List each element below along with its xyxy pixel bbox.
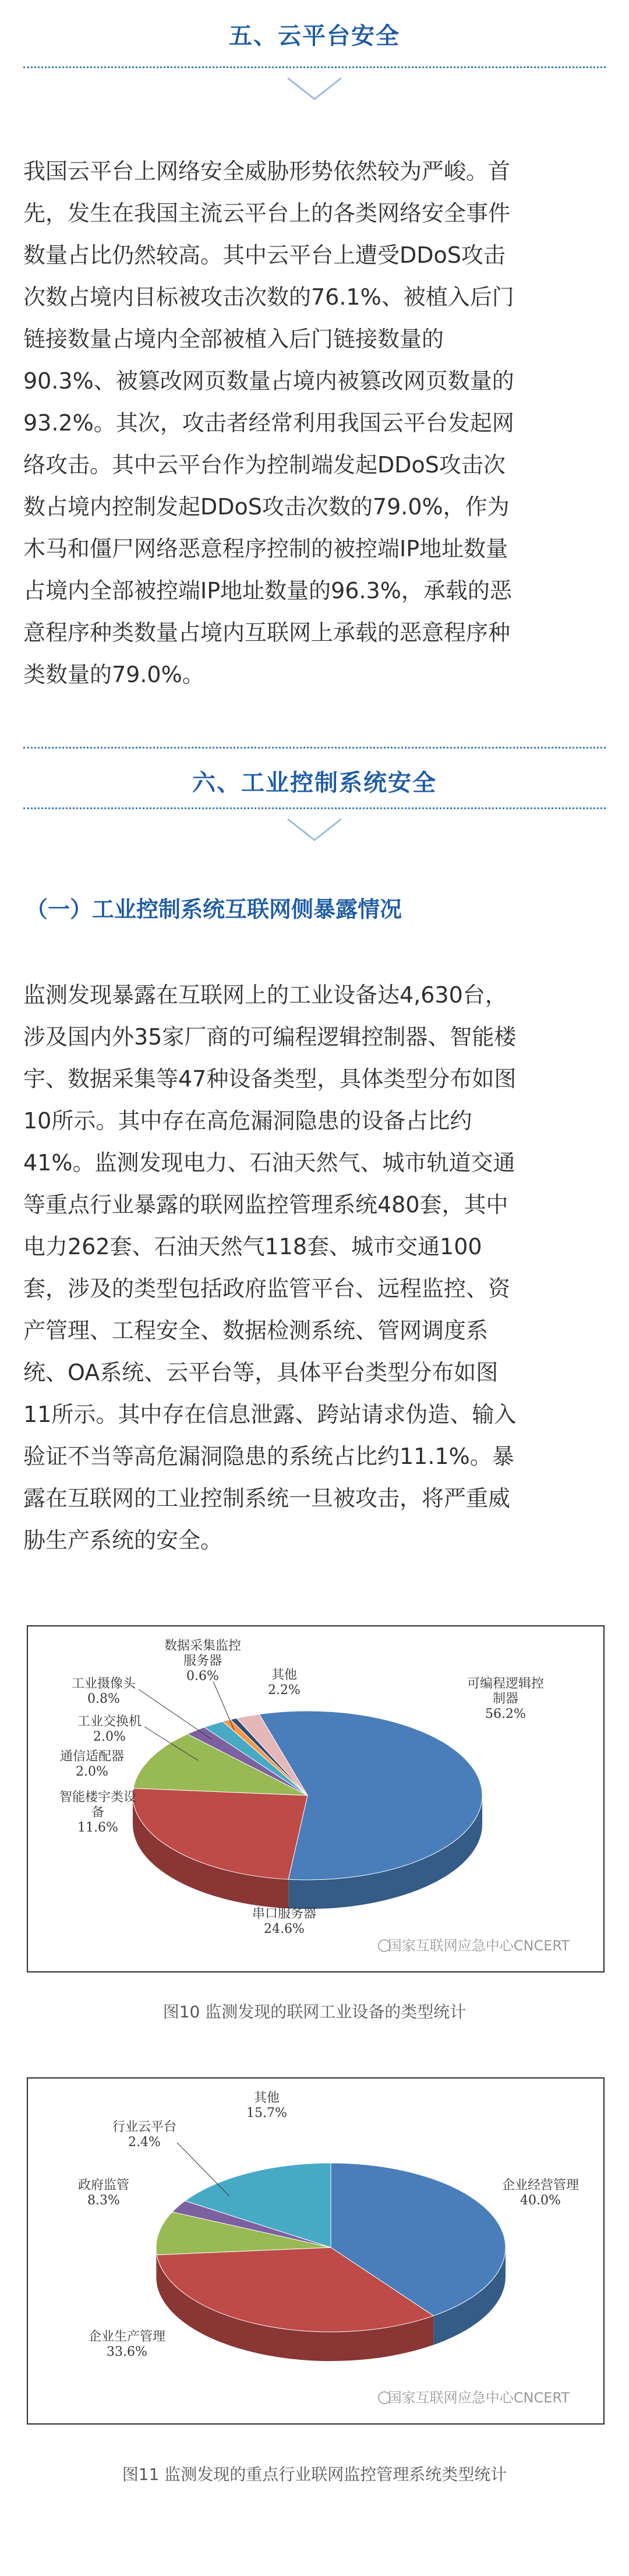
subsection-heading: （一）工业控制系统互联网侧暴露情况	[26, 897, 402, 922]
paragraph-line: 套，涉及的类型包括政府监管平台、远程监控、资	[23, 1276, 511, 1301]
figure-10-box	[27, 1625, 605, 1972]
pie-label-value: 24.6%	[264, 1922, 305, 1936]
pie-label-value: 56.2%	[485, 1707, 526, 1721]
paragraph-line: 验证不当等高危漏洞隐患的系统占比约11.1%。暴	[23, 1444, 514, 1469]
pie-label-name: 数据采集监控	[164, 1639, 242, 1653]
leader-line	[177, 2143, 229, 2196]
paragraph-line: 11所示。其中存在信息泄露、跨站请求伪造、输入	[23, 1402, 517, 1427]
pie-label-name: 工业摄像头	[71, 1677, 136, 1691]
paragraph-line: 占境内全部被控端IP地址数量的96.3%，承载的恶	[23, 578, 512, 604]
leader-line	[139, 1689, 212, 1739]
pie-label-value: 11.6%	[77, 1820, 118, 1835]
pie-label-name: 服务器	[183, 1654, 222, 1668]
pie-label-value: 33.6%	[107, 2345, 147, 2359]
pie-label	[467, 1677, 544, 1721]
section-6-header	[0, 751, 629, 797]
pie-label-name: 通信适配器	[59, 1749, 125, 1764]
paragraph-line: 数占境内控制发起DDoS攻击次数的79.0%，作为	[23, 494, 510, 520]
paragraph-line: 次数占境内目标被攻击次数的76.1%、被植入后门	[23, 284, 514, 310]
chevron-down-icon	[285, 817, 344, 842]
chevron-down-icon	[285, 76, 344, 101]
pie-label-value: 0.8%	[87, 1692, 120, 1706]
pie-label	[112, 2120, 176, 2150]
paragraph-line: 电力262套、石油天然气118套、城市交通100	[23, 1234, 482, 1259]
pie-label-value: 2.2%	[268, 1683, 301, 1698]
pie-label	[164, 1639, 241, 1684]
figure-10-caption: 图10 监测发现的联网工业设备的类型统计	[162, 2002, 467, 2021]
paragraph-line: 链接数量占境内全部被植入后门链接数量的	[23, 326, 444, 352]
paragraph-line: 我国云平台上网络安全威胁形势依然较为严峻。首	[23, 158, 511, 184]
pie-label-name: 备	[91, 1805, 105, 1820]
pie-label	[89, 2330, 165, 2359]
pie-label	[60, 1749, 124, 1779]
paragraph-line: 先，发生在我国主流云平台上的各类网络安全事件	[23, 200, 511, 226]
watermark-text: 国家互联网应急中心CNCERT	[387, 2390, 570, 2406]
paragraph-line: 宇、数据采集等47种设备类型，具体类型分布如图	[23, 1066, 517, 1092]
pie-label-value: 15.7%	[246, 2106, 287, 2120]
pie-label-value: 0.6%	[186, 1669, 219, 1684]
pie-label-value: 2.4%	[128, 2135, 161, 2150]
pie-label-value: 40.0%	[520, 2193, 561, 2208]
pie-label-name: 行业云平台	[112, 2120, 177, 2134]
figure-11-caption: 图11 监测发现的重点行业联网监控管理系统类型统计	[122, 2465, 507, 2484]
paragraph-line: 木马和僵尸网络恶意程序控制的被控端IP地址数量	[23, 536, 508, 562]
paragraph-line: 90.3%、被篡改网页数量占境内被篡改网页数量的	[23, 368, 514, 394]
pie-label	[246, 2091, 287, 2120]
paragraph-line: 露在互联网的工业控制系统一旦被攻击，将严重威	[23, 1485, 511, 1511]
paragraph-line: 涉及国内外35家厂商的可编程逻辑控制器、智能楼	[23, 1024, 517, 1050]
section-5-header	[0, 17, 629, 51]
pie-label	[502, 2178, 579, 2208]
pie-label	[72, 1677, 136, 1706]
pie-label	[59, 1790, 136, 1835]
paragraph-line: 10所示。其中存在高危漏洞隐患的设备占比约	[23, 1108, 472, 1134]
pie-label-value: 8.3%	[87, 2193, 120, 2208]
paragraph-line: 等重点行业暴露的联网监控管理系统480套，其中	[23, 1192, 508, 1218]
pie-label-name: 企业生产管理	[88, 2330, 166, 2344]
pie-label-name: 制器	[492, 1692, 519, 1706]
pie-label-value: 2.0%	[76, 1765, 108, 1779]
pie-label	[77, 1714, 142, 1744]
paragraph-line: 胁生产系统的安全。	[23, 1527, 223, 1553]
paragraph-line: 监测发现暴露在互联网上的工业设备达4,630台，	[23, 982, 507, 1008]
paragraph-line: 数量占比仍然较高。其中云平台上遭受DDoS攻击	[23, 242, 506, 268]
section-6-title: 六、工业控制系统安全	[192, 770, 437, 796]
pie-label	[252, 1907, 316, 1936]
paragraph-line: 产管理、工程安全、数据检测系统、管网调度系	[23, 1318, 489, 1343]
pie-label-name: 智能楼宇类设	[59, 1790, 137, 1805]
pie-label-name: 工业交换机	[77, 1714, 142, 1729]
pie-label-name: 其他	[271, 1668, 298, 1682]
section-6-top-divider	[23, 747, 606, 749]
pie-label-name: 企业经营管理	[501, 2178, 579, 2193]
watermark-text: 国家互联网应急中心CNCERT	[387, 1938, 570, 1954]
paragraph-line: 统、OA系统、云平台等，具体平台类型分布如图	[23, 1360, 499, 1385]
section-6-divider	[23, 807, 606, 809]
section-5-paragraph	[23, 150, 606, 696]
figure-11-box	[27, 2077, 605, 2425]
paragraph-line: 络攻击。其中云平台作为控制端发起DDoS攻击次	[23, 452, 506, 478]
paragraph-line: 93.2%。其次，攻击者经常利用我国云平台发起网	[23, 410, 514, 436]
pie-label	[268, 1668, 301, 1698]
section-6-paragraph	[23, 974, 606, 1561]
pie-label-name: 政府监管	[77, 2178, 130, 2193]
pie-label-name: 其他	[253, 2091, 280, 2105]
pie-label-name: 串口服务器	[252, 1907, 317, 1921]
section-5-title: 五、云平台安全	[229, 23, 400, 50]
pie-label	[78, 2178, 129, 2208]
figure-10-pie-chart	[28, 1626, 603, 1971]
pie-label-name: 可编程逻辑控	[467, 1677, 545, 1691]
figure-11-pie-chart	[28, 2079, 603, 2423]
paragraph-line: 意程序种类数量占境内互联网上承载的恶意程序种	[23, 620, 511, 645]
pie-label-value: 2.0%	[93, 1730, 126, 1744]
paragraph-line: 类数量的79.0%。	[23, 662, 204, 687]
paragraph-line: 41%。监测发现电力、石油天然气、城市轨道交通	[23, 1150, 515, 1176]
section-5-divider	[23, 66, 606, 68]
